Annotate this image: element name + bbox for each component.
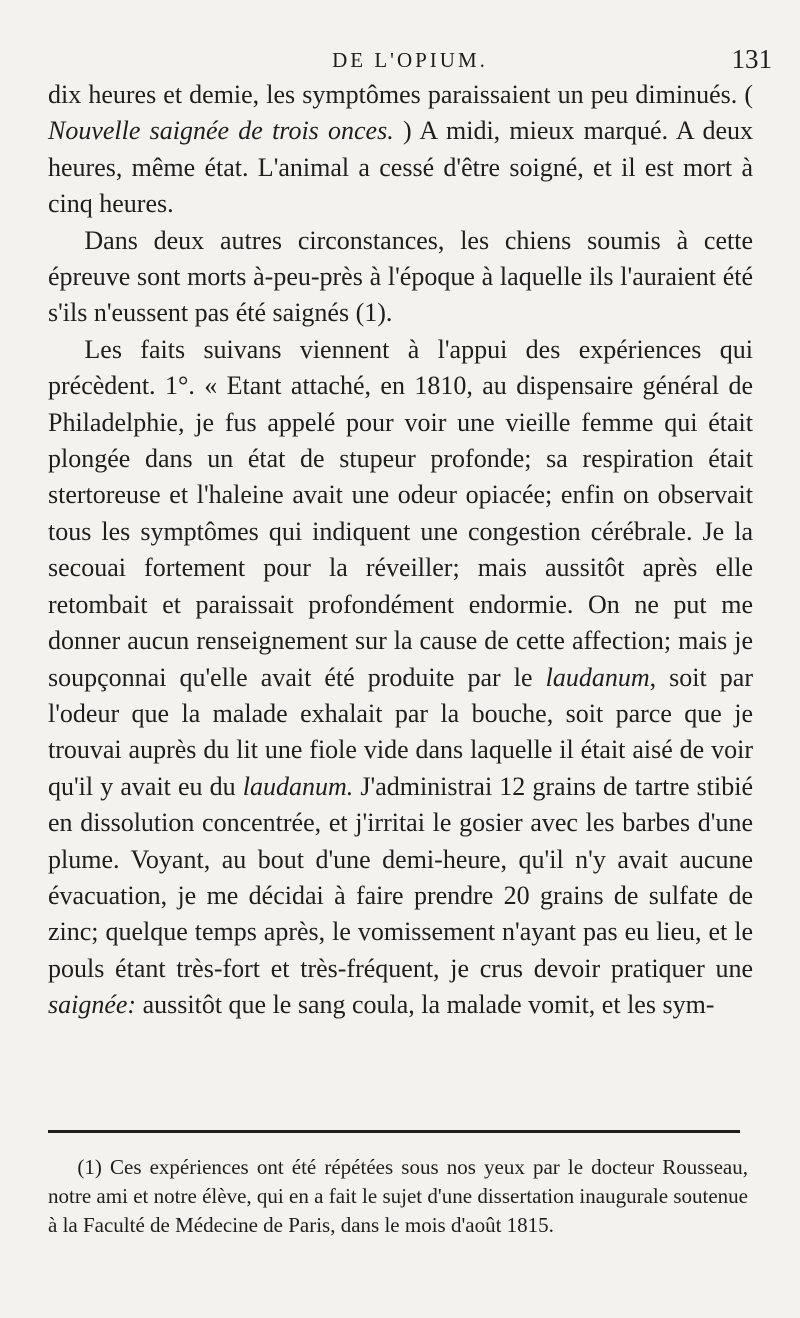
italic-span: laudanum bbox=[545, 662, 650, 692]
paragraph bbox=[48, 332, 753, 1024]
body-text bbox=[48, 77, 753, 1024]
footnote-rule bbox=[48, 1130, 740, 1133]
footnote bbox=[48, 1153, 748, 1241]
running-title: DE L'OPIUM. bbox=[332, 48, 488, 72]
italic-span: laudanum. bbox=[242, 771, 354, 801]
text-span: , soit par l'odeur que la malade exhalait par la bouche, soit parce que je trouvai auprès du lit une fiole vide dans laquelle il était aisé de voir qu'il y avait eu du bbox=[48, 662, 754, 801]
italic-span: saignée: bbox=[48, 990, 137, 1020]
footnote-text: (1) Ces expériences ont été répétées sous nos yeux par le docteur Rousseau, notre ami et notre élève, qui en a fait le sujet d'une dissertation inaugurale soutenue à la Faculté de Médecine de Paris, dans le mois d'août 1815. bbox=[48, 1155, 748, 1238]
text-span: Dans deux autres circonstances, les chiens soumis à cette épreuve sont morts à-peu-près à l'époque à laquelle ils l'auraient été s'ils n'eussent pas été saignés (1). bbox=[48, 225, 753, 328]
text-span: ) A midi, mieux marqué. A deux heures, même état. L'animal a cessé d'être soigné, et il est mort à cinq heures. bbox=[48, 116, 753, 219]
paragraph-continuation bbox=[48, 77, 753, 223]
text-span: Les faits suivans viennent à l'appui des expériences qui précèdent. 1°. « Etant attaché, en 1810, au dispensaire général de Philadelphie, je fus appelé pour voir une vieille femme qui était plongée dans un état de stupeur profonde; sa respiration était stertoreuse et l'haleine avait une odeur opiacée; enfin on observait tous les symptômes qui indiquent une congestion cérébrale. Je la secouai fortement pour la réveiller; mais aussitôt après elle retombait et paraissait profondément endormie. On ne put me donner aucun renseignement sur la cause de cette affection; mais je soupçonnai qu'elle avait été produite par le bbox=[48, 334, 753, 692]
text-span: dix heures et demie, les symptômes paraissaient un peu diminués. ( bbox=[48, 80, 753, 109]
text-span: J'administrai 12 grains de tartre stibié en dissolution concentrée, et j'irritai le gosier avec les barbes d'une plume. Voyant, au bout d'une demi-heure, qu'il n'y avait aucune évacuation, je me décidai à faire prendre 20 grains de sulfate de zinc; quelque temps après, le vomissement n'ayant pas eu lieu, et le pouls étant très-fort et très-fréquent, je crus devoir pratiquer une bbox=[48, 771, 754, 983]
italic-span: Nouvelle saignée de trois onces. bbox=[48, 116, 394, 146]
paragraph bbox=[48, 223, 753, 332]
page-number: 131 bbox=[731, 44, 772, 74]
text-span: aussitôt que le sang coula, la malade vomit, et les sym- bbox=[136, 990, 715, 1020]
